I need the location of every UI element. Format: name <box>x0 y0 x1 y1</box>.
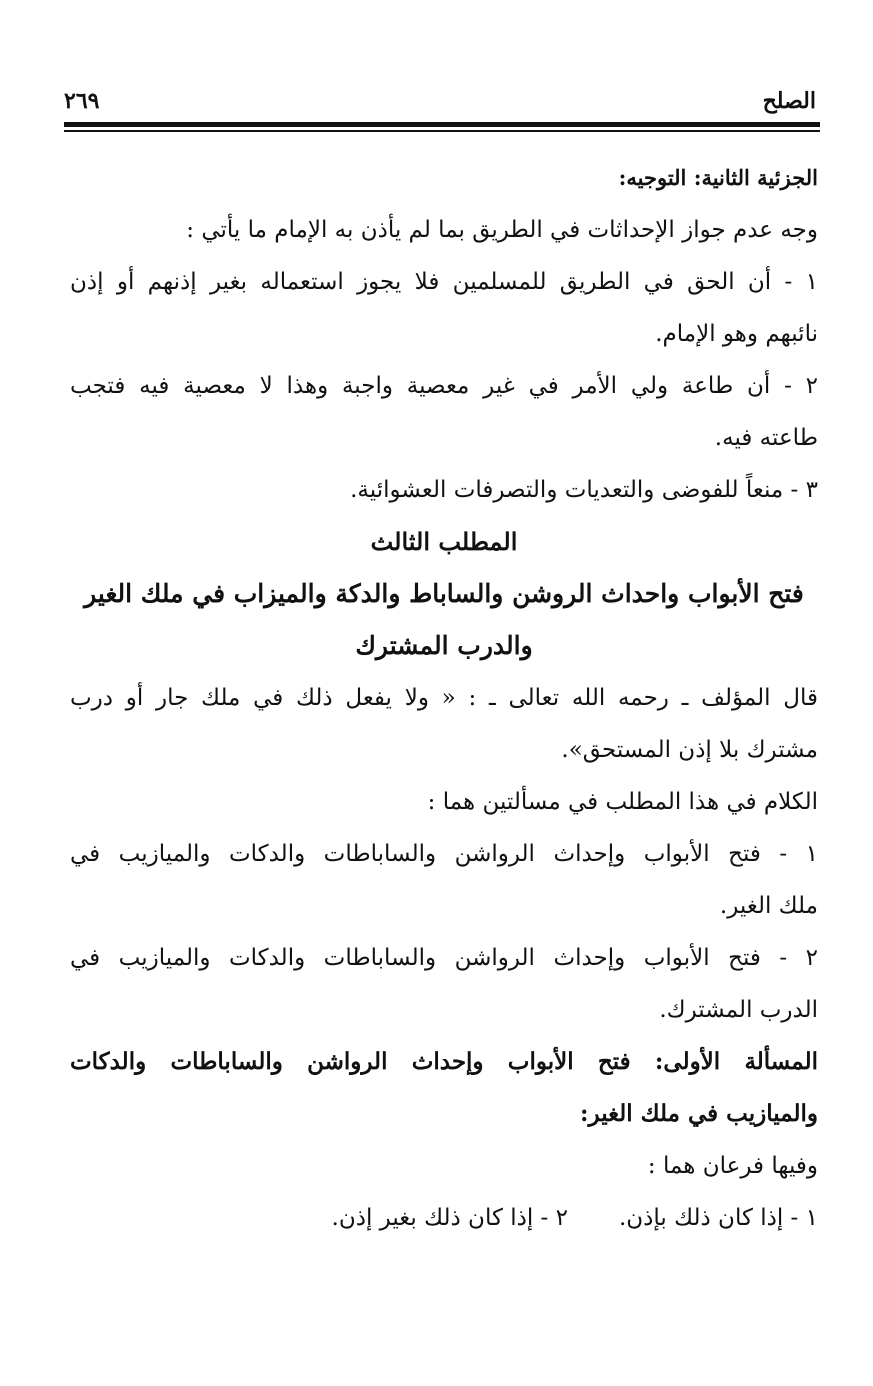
branches-row <box>70 1192 818 1244</box>
section-subtitle-line-2: والدرب المشترك <box>355 631 533 660</box>
intro-text: وجه عدم جواز الإحداثات في الطريق بما لم يأذن به الإمام ما يأتي : <box>186 217 818 243</box>
header-rule-thick <box>64 122 820 127</box>
issue-1-line-1: ١ - فتح الأبواب وإحداث الرواشن والساباطات والدكات والميازيب في <box>70 841 818 867</box>
header-rule-thin <box>64 130 820 132</box>
discussion-intro: الكلام في هذا المطلب في مسألتين هما : <box>427 789 818 815</box>
page-number: ٢٦٩ <box>64 88 100 114</box>
reason-1-line-2: نائبهم وهو الإمام. <box>655 321 818 347</box>
quote-line-1: قال المؤلف ـ رحمه الله تعالى ـ : « ولا يفعل ذلك في ملك جار أو درب <box>70 685 818 711</box>
issue-2-line-1: ٢ - فتح الأبواب وإحداث الرواشن والساباطات والدكات والميازيب في <box>70 945 818 971</box>
quote-line-2: مشترك بلا إذن المستحق». <box>561 737 818 763</box>
page-body <box>70 152 818 1244</box>
section-subtitle-line-1: فتح الأبواب واحداث الروشن والساباط والدكة والميزاب في ملك الغير <box>84 579 804 608</box>
issue-2-line-2: الدرب المشترك. <box>659 997 818 1023</box>
issue-1-line-2: ملك الغير. <box>719 893 818 919</box>
page-header <box>64 84 816 114</box>
first-issue-heading-line-1: المسألة الأولى: فتح الأبواب وإحداث الرواشن والساباطات والدكات <box>70 1048 818 1075</box>
reason-1-line-1: ١ - أن الحق في الطريق للمسلمين فلا يجوز استعماله بغير إذنهم أو إذن <box>70 269 818 295</box>
section-title: المطلب الثالث <box>370 527 518 556</box>
part-two-heading: الجزئية الثانية: التوجيه: <box>618 165 818 190</box>
branch-1: ١ - إذا كان ذلك بإذن. <box>618 1205 818 1231</box>
first-issue-heading-line-2: والميازيب في ملك الغير: <box>580 1100 818 1127</box>
chapter-title: الصلح <box>762 88 816 114</box>
branch-2: ٢ - إذا كان ذلك بغير إذن. <box>331 1205 568 1231</box>
branches-intro: وفيها فرعان هما : <box>647 1153 818 1179</box>
reason-2-line-1: ٢ - أن طاعة ولي الأمر في غير معصية واجبة وهذا لا معصية فيه فتجب <box>70 373 818 399</box>
reason-3: ٣ - منعاً للفوضى والتعديات والتصرفات العشوائية. <box>350 477 818 503</box>
reason-2-line-2: طاعته فيه. <box>714 425 818 451</box>
